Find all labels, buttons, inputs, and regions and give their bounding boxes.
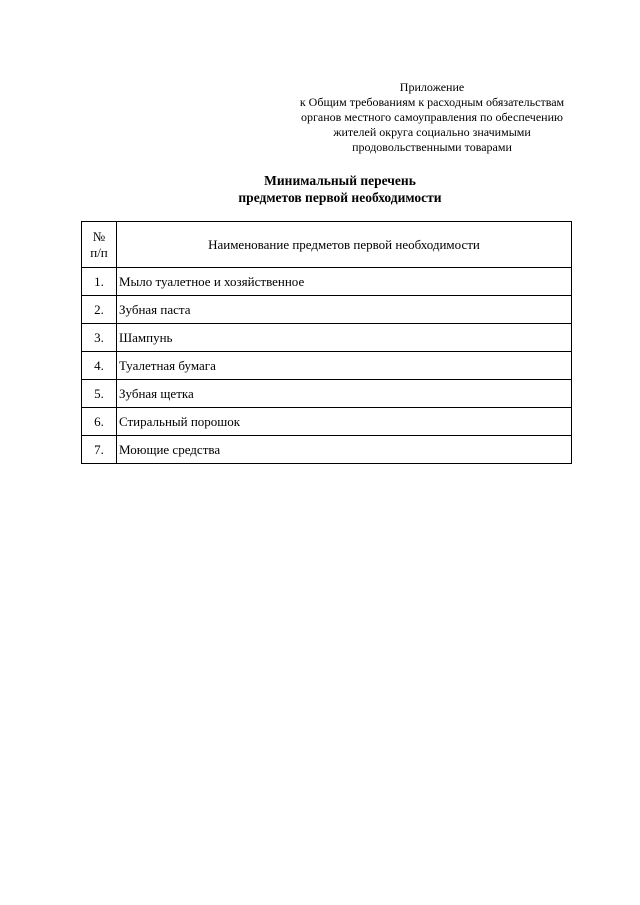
document-title <box>120 172 560 206</box>
row-name: Туалетная бумага <box>117 352 572 380</box>
table-row <box>82 268 572 296</box>
table-row <box>82 296 572 324</box>
name-column-header: Наименование предметов первой необходимости <box>117 222 572 268</box>
appendix-line: органов местного самоуправления по обеспечению <box>301 110 563 124</box>
title-line-2: предметов первой необходимости <box>238 190 442 205</box>
table-row <box>82 380 572 408</box>
number-column-header <box>82 222 117 268</box>
appendix-line: жителей округа социально значимыми <box>333 125 531 139</box>
row-name: Стиральный порошок <box>117 408 572 436</box>
row-number: 7. <box>82 436 117 464</box>
row-number: 6. <box>82 408 117 436</box>
appendix-line: продовольственными товарами <box>352 140 512 154</box>
row-name: Мыло туалетное и хозяйственное <box>117 268 572 296</box>
row-number: 1. <box>82 268 117 296</box>
row-name: Зубная паста <box>117 296 572 324</box>
items-table <box>81 221 572 464</box>
title-line-1: Минимальный перечень <box>264 173 416 188</box>
row-number: 5. <box>82 380 117 408</box>
appendix-note <box>276 80 588 155</box>
table-row <box>82 408 572 436</box>
appendix-line: Приложение <box>399 80 465 94</box>
number-sign: № <box>92 228 106 244</box>
appendix-line: к Общим требованиям к расходным обязательствам <box>299 95 565 109</box>
table-row <box>82 352 572 380</box>
row-name: Зубная щетка <box>117 380 572 408</box>
row-name: Моющие средства <box>117 436 572 464</box>
row-number: 4. <box>82 352 117 380</box>
table-row <box>82 324 572 352</box>
row-number: 2. <box>82 296 117 324</box>
number-abbrev: п/п <box>90 244 108 260</box>
table-header-row <box>82 222 572 268</box>
row-number: 3. <box>82 324 117 352</box>
table-row <box>82 436 572 464</box>
row-name: Шампунь <box>117 324 572 352</box>
